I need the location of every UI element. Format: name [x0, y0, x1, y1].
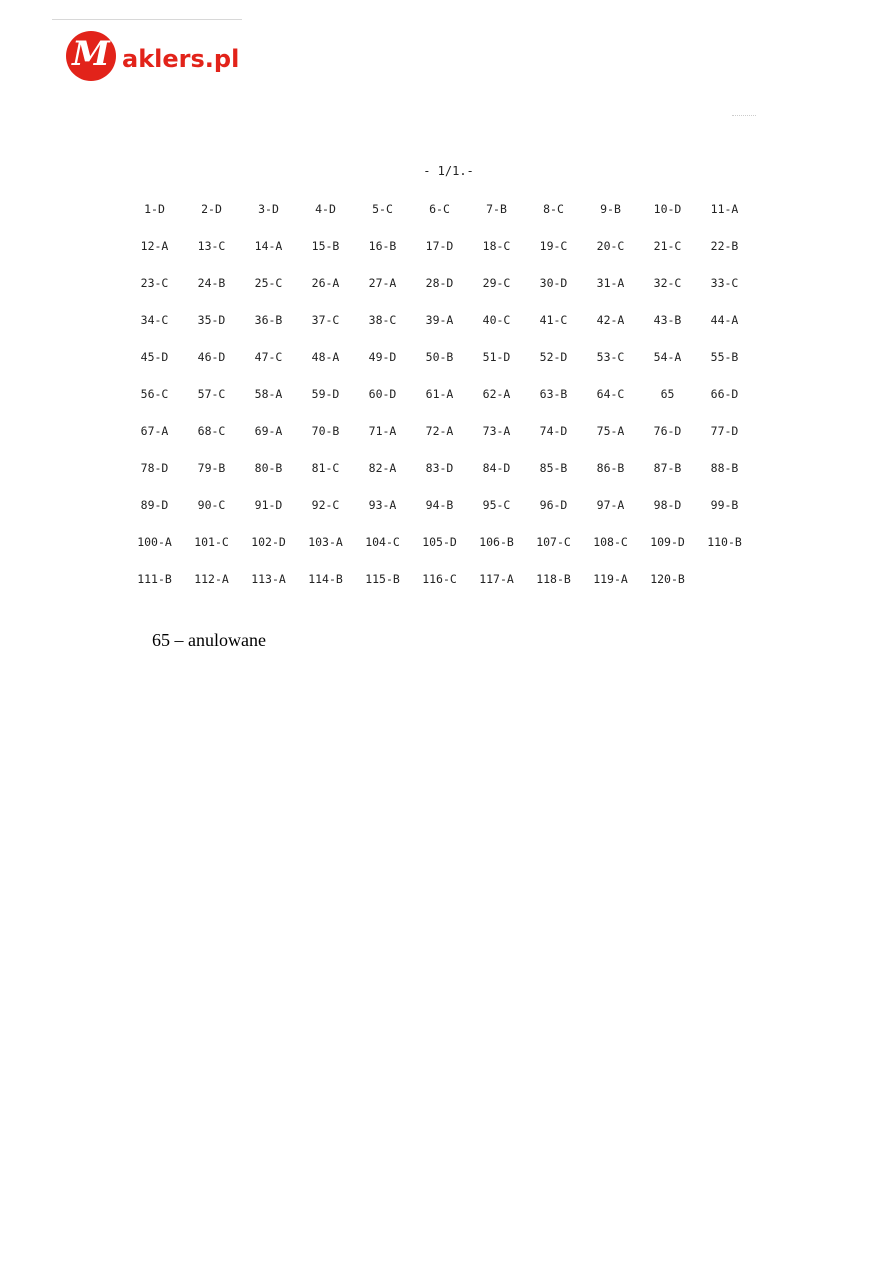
answer-cell: 42-A	[596, 313, 625, 327]
answer-cell: 9-B	[600, 202, 621, 216]
answer-cell: 90-C	[197, 498, 226, 512]
answer-cell: 67-A	[140, 424, 169, 438]
answer-cell: 108-C	[593, 535, 628, 549]
answer-cell: 110-B	[707, 535, 742, 549]
answer-cell: 16-B	[368, 239, 397, 253]
answer-cell: 45-D	[140, 350, 169, 364]
answer-cell: 75-A	[596, 424, 625, 438]
answer-cell: 102-D	[251, 535, 286, 549]
answer-cell: 95-C	[482, 498, 511, 512]
answer-cell: 48-A	[311, 350, 340, 364]
answer-cell: 82-A	[368, 461, 397, 475]
answer-cell: 78-D	[140, 461, 169, 475]
answer-cell: 101-C	[194, 535, 229, 549]
answer-cell: 74-D	[539, 424, 568, 438]
answer-cell: 111-B	[137, 572, 172, 586]
answer-cell: 32-C	[653, 276, 682, 290]
answer-cell: 12-A	[140, 239, 169, 253]
answer-cell: 19-C	[539, 239, 568, 253]
answer-cell: 7-B	[486, 202, 507, 216]
answer-cell: 107-C	[536, 535, 571, 549]
answer-cell: 57-C	[197, 387, 226, 401]
scan-artifact	[732, 115, 756, 117]
answer-cell: 26-A	[311, 276, 340, 290]
answer-cell: 94-B	[425, 498, 454, 512]
answer-cell: 69-A	[254, 424, 283, 438]
answer-cell: 72-A	[425, 424, 454, 438]
answer-cell: 38-C	[368, 313, 397, 327]
answer-cell: 20-C	[596, 239, 625, 253]
answer-cell: 83-D	[425, 461, 454, 475]
answer-cell: 64-C	[596, 387, 625, 401]
answer-cell: 86-B	[596, 461, 625, 475]
answer-cell: 92-C	[311, 498, 340, 512]
answer-cell: 66-D	[710, 387, 739, 401]
answer-cell: 63-B	[539, 387, 568, 401]
answer-cell: 56-C	[140, 387, 169, 401]
answer-cell: 28-D	[425, 276, 454, 290]
answer-cell: 65	[660, 387, 675, 401]
answer-cell: 60-D	[368, 387, 397, 401]
answer-cell: 30-D	[539, 276, 568, 290]
answer-cell: 76-D	[653, 424, 682, 438]
answer-cell: 119-A	[593, 572, 628, 586]
answer-cell: 22-B	[710, 239, 739, 253]
answer-cell: 116-C	[422, 572, 457, 586]
answer-cell: 112-A	[194, 572, 229, 586]
answer-cell: 54-A	[653, 350, 682, 364]
answer-cell: 80-B	[254, 461, 283, 475]
answer-cell: 18-C	[482, 239, 511, 253]
answer-cell: 114-B	[308, 572, 343, 586]
answer-cell: 58-A	[254, 387, 283, 401]
answer-cell: 109-D	[650, 535, 685, 549]
answer-cell: 68-C	[197, 424, 226, 438]
answer-cell: 97-A	[596, 498, 625, 512]
answer-cell: 61-A	[425, 387, 454, 401]
answer-cell: 118-B	[536, 572, 571, 586]
answer-cell: 77-D	[710, 424, 739, 438]
answer-cell: 14-A	[254, 239, 283, 253]
answer-cell: 85-B	[539, 461, 568, 475]
answer-cell: 27-A	[368, 276, 397, 290]
answer-cell: 24-B	[197, 276, 226, 290]
answer-cell: 62-A	[482, 387, 511, 401]
answer-cell: 51-D	[482, 350, 511, 364]
answer-cell: 10-D	[653, 202, 682, 216]
answer-cell: 96-D	[539, 498, 568, 512]
answer-cell: 35-D	[197, 313, 226, 327]
answer-cell: 55-B	[710, 350, 739, 364]
answer-cell: 52-D	[539, 350, 568, 364]
answer-cell: 93-A	[368, 498, 397, 512]
answer-cell: 71-A	[368, 424, 397, 438]
answer-cell: 37-C	[311, 313, 340, 327]
logo-text: aklers.pl	[122, 45, 240, 73]
answer-cell: 105-D	[422, 535, 457, 549]
answer-cell: 79-B	[197, 461, 226, 475]
answer-cell: 2-D	[201, 202, 222, 216]
answer-cell: 106-B	[479, 535, 514, 549]
logo-mark-icon	[66, 31, 116, 81]
answer-cell: 8-C	[543, 202, 564, 216]
answer-cell: 120-B	[650, 572, 685, 586]
logo	[52, 19, 242, 98]
answer-cell: 98-D	[653, 498, 682, 512]
answer-cell: 104-C	[365, 535, 400, 549]
answer-cell: 91-D	[254, 498, 283, 512]
answer-cell: 17-D	[425, 239, 454, 253]
answer-cell: 11-A	[710, 202, 739, 216]
answer-cell: 29-C	[482, 276, 511, 290]
answer-cell: 13-C	[197, 239, 226, 253]
answer-cell: 5-C	[372, 202, 393, 216]
answer-cell: 81-C	[311, 461, 340, 475]
answer-cell: 87-B	[653, 461, 682, 475]
answer-cell: 1-D	[144, 202, 165, 216]
logo-initial: M	[72, 34, 110, 74]
answer-key-grid	[126, 199, 756, 606]
answer-cell: 25-C	[254, 276, 283, 290]
answer-cell: 89-D	[140, 498, 169, 512]
answer-cell: 31-A	[596, 276, 625, 290]
answer-cell: 53-C	[596, 350, 625, 364]
answer-cell: 73-A	[482, 424, 511, 438]
answer-cell: 6-C	[429, 202, 450, 216]
answer-cell: 103-A	[308, 535, 343, 549]
answer-cell: 3-D	[258, 202, 279, 216]
answer-cell: 33-C	[710, 276, 739, 290]
answer-cell: 41-C	[539, 313, 568, 327]
answer-cell: 99-B	[710, 498, 739, 512]
answer-cell: 88-B	[710, 461, 739, 475]
answer-cell: 59-D	[311, 387, 340, 401]
answer-cell: 21-C	[653, 239, 682, 253]
page-marker: - 1/1.-	[423, 164, 474, 178]
answer-cell: 113-A	[251, 572, 286, 586]
answer-cell: 117-A	[479, 572, 514, 586]
answer-cell: 36-B	[254, 313, 283, 327]
answer-cell: 34-C	[140, 313, 169, 327]
answer-cell: 15-B	[311, 239, 340, 253]
answer-cell: 43-B	[653, 313, 682, 327]
answer-cell: 39-A	[425, 313, 454, 327]
answer-cell: 100-A	[137, 535, 172, 549]
answer-cell: 84-D	[482, 461, 511, 475]
answer-cell: 44-A	[710, 313, 739, 327]
answer-cell: 4-D	[315, 202, 336, 216]
answer-cell: 47-C	[254, 350, 283, 364]
answer-cell: 46-D	[197, 350, 226, 364]
answer-cell: 40-C	[482, 313, 511, 327]
annulled-note: 65 – anulowane	[152, 630, 266, 650]
answer-cell: 115-B	[365, 572, 400, 586]
answer-cell: 23-C	[140, 276, 169, 290]
answer-cell: 70-B	[311, 424, 340, 438]
answer-cell: 49-D	[368, 350, 397, 364]
answer-cell: 50-B	[425, 350, 454, 364]
